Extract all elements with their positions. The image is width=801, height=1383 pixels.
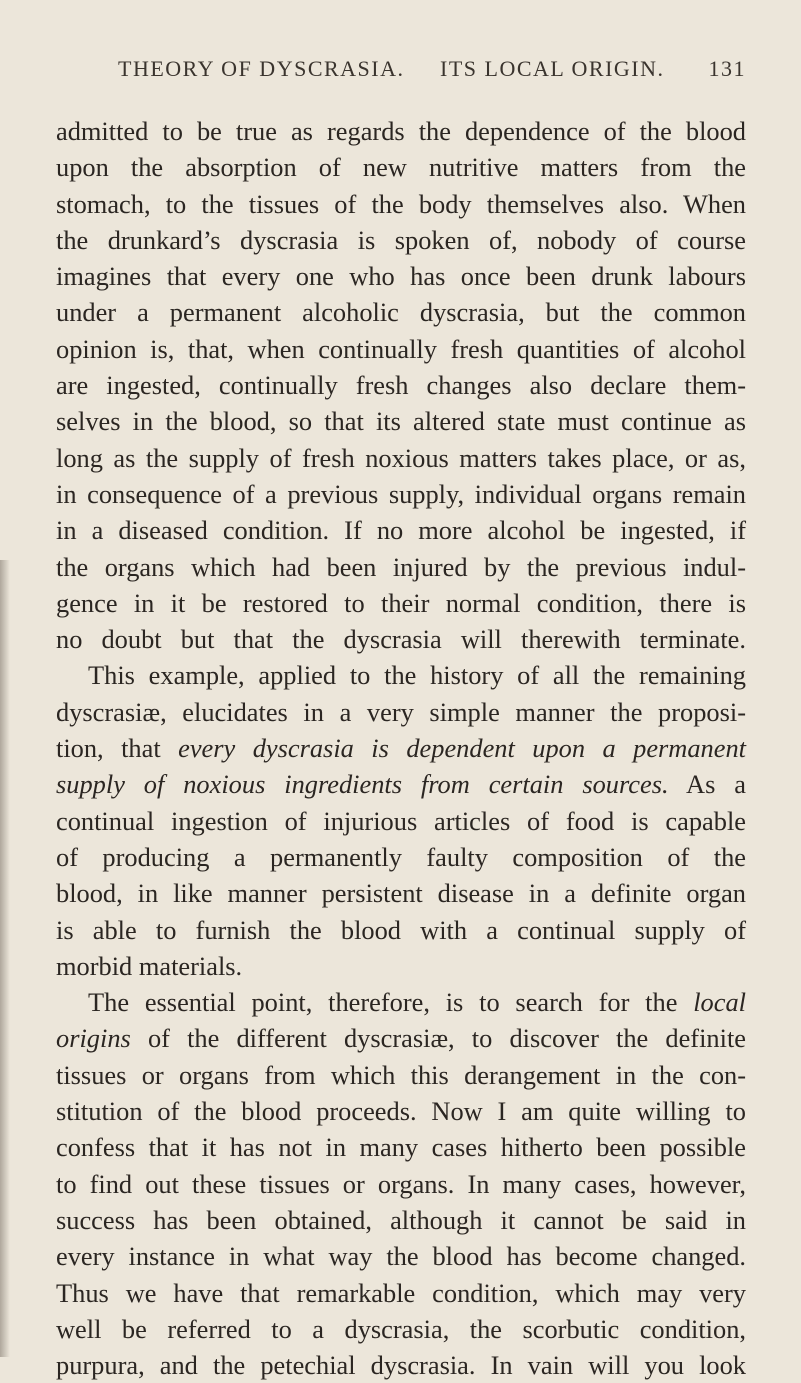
text-line [56,875,746,911]
text-line-roman: in consequence of a previous supply, individual organs remain [56,478,746,509]
text-line [56,186,746,222]
text-line [56,839,746,875]
text-line-roman: are ingested, continually fresh changes also declare them- [56,370,746,401]
text-line [56,367,746,403]
text-line-roman: imagines that every one who has once been drunk labours [56,261,746,292]
text-line-roman: dyscrasiæ, elucidates in a very simple manner the proposi- [56,696,746,727]
text-line-roman: confess that it has not in many cases hitherto been possible [56,1132,746,1163]
text-line [56,1129,746,1165]
text-line-roman: stomach, to the tissues of the body themselves also. When [56,188,746,219]
header-middle-title: ITS LOCAL ORIGIN. [440,56,665,81]
text-line-roman: gence in it be restored to their normal condition, there is [56,587,746,618]
text-line [56,766,746,802]
text-line-roman: no doubt but that the dyscrasia will therewith terminate. [56,624,746,655]
text-line-roman: Thus we have that remarkable condition, which may very [56,1277,746,1308]
text-line-roman: purpura, and the petechial dyscrasia. In vain will you look [56,1350,746,1381]
text-line-roman: success has been obtained, although it cannot be said in [56,1204,746,1235]
text-line [56,1275,746,1311]
text-line-roman: continual ingestion of injurious articles of food is capable [56,805,746,836]
text-line [56,1057,746,1093]
header-left-title: THEORY OF DYSCRASIA. [118,56,405,81]
text-line [56,476,746,512]
text-line [56,1238,746,1274]
text-line-italic: every dyscrasia is dependent upon a permanent [178,733,746,764]
text-line [56,294,746,330]
text-line-roman: of producing a permanently faulty composition of the [56,841,746,872]
text-line [56,948,746,984]
page-number: 131 [708,56,746,81]
text-line-tail: of the different dyscrasiæ, to discover the definite [130,1023,746,1054]
text-line-italic: supply of noxious ingredients from certain sources. [56,769,669,800]
text-line-roman: is able to furnish the blood with a continual supply of [56,914,746,945]
text-line-roman: every instance in what way the blood has become changed. [56,1241,746,1272]
text-line-roman: the drunkard’s dyscrasia is spoken of, nobody of course [56,224,746,255]
text-line [56,222,746,258]
text-line [56,331,746,367]
text-line [56,585,746,621]
text-line-roman: to find out these tissues or organs. In many cases, however, [56,1168,746,1199]
page-edge-shadow [0,560,10,1357]
text-line-roman: long as the supply of fresh noxious matters takes place, or as, [56,442,746,473]
text-line [56,512,746,548]
text-line [56,657,746,693]
text-line-roman: in a diseased condition. If no more alcohol be ingested, if [56,515,746,546]
text-line-roman: under a permanent alcoholic dyscrasia, but the common [56,297,746,328]
body-text [56,113,746,1383]
text-line-roman: The essential point, therefore, is to search for the [88,987,694,1018]
text-line [56,1166,746,1202]
text-line-roman: well be referred to a dyscrasia, the scorbutic condition, [56,1313,746,1344]
text-line-roman: blood, in like manner persistent disease in a definite organ [56,878,746,909]
text-line [56,912,746,948]
text-line [56,1311,746,1347]
text-line [56,621,746,657]
text-line-roman: tion, that [56,733,179,764]
text-line-roman: This example, applied to the history of all the remaining [88,660,746,691]
text-line [56,694,746,730]
text-line-roman: stitution of the blood proceeds. Now I am quite willing to [56,1096,746,1127]
text-line [56,984,746,1020]
text-line [56,1020,746,1056]
text-line-tail: As a [668,769,746,800]
text-line [56,1347,746,1383]
text-line [56,730,746,766]
text-line [56,440,746,476]
text-line-italic: origins [56,1023,131,1054]
text-line [56,149,746,185]
text-line-roman: upon the absorption of new nutritive matters from the [56,152,746,183]
text-line-roman: the organs which had been injured by the previous indul- [56,551,746,582]
text-line-roman: opinion is, that, when continually fresh quantities of alcohol [56,333,746,364]
text-line-roman: selves in the blood, so that its altered state must continue as [56,406,746,437]
text-line-roman: tissues or organs from which this derangement in the con- [56,1059,746,1090]
text-line [56,803,746,839]
running-header [118,56,746,90]
text-line [56,549,746,585]
text-line [56,113,746,149]
text-line [56,1202,746,1238]
text-line [56,258,746,294]
text-line-italic: local [693,987,746,1018]
text-line-roman: morbid materials. [56,950,243,981]
text-line [56,1093,746,1129]
text-line [56,403,746,439]
text-line-roman: admitted to be true as regards the dependence of the blood [56,116,746,146]
